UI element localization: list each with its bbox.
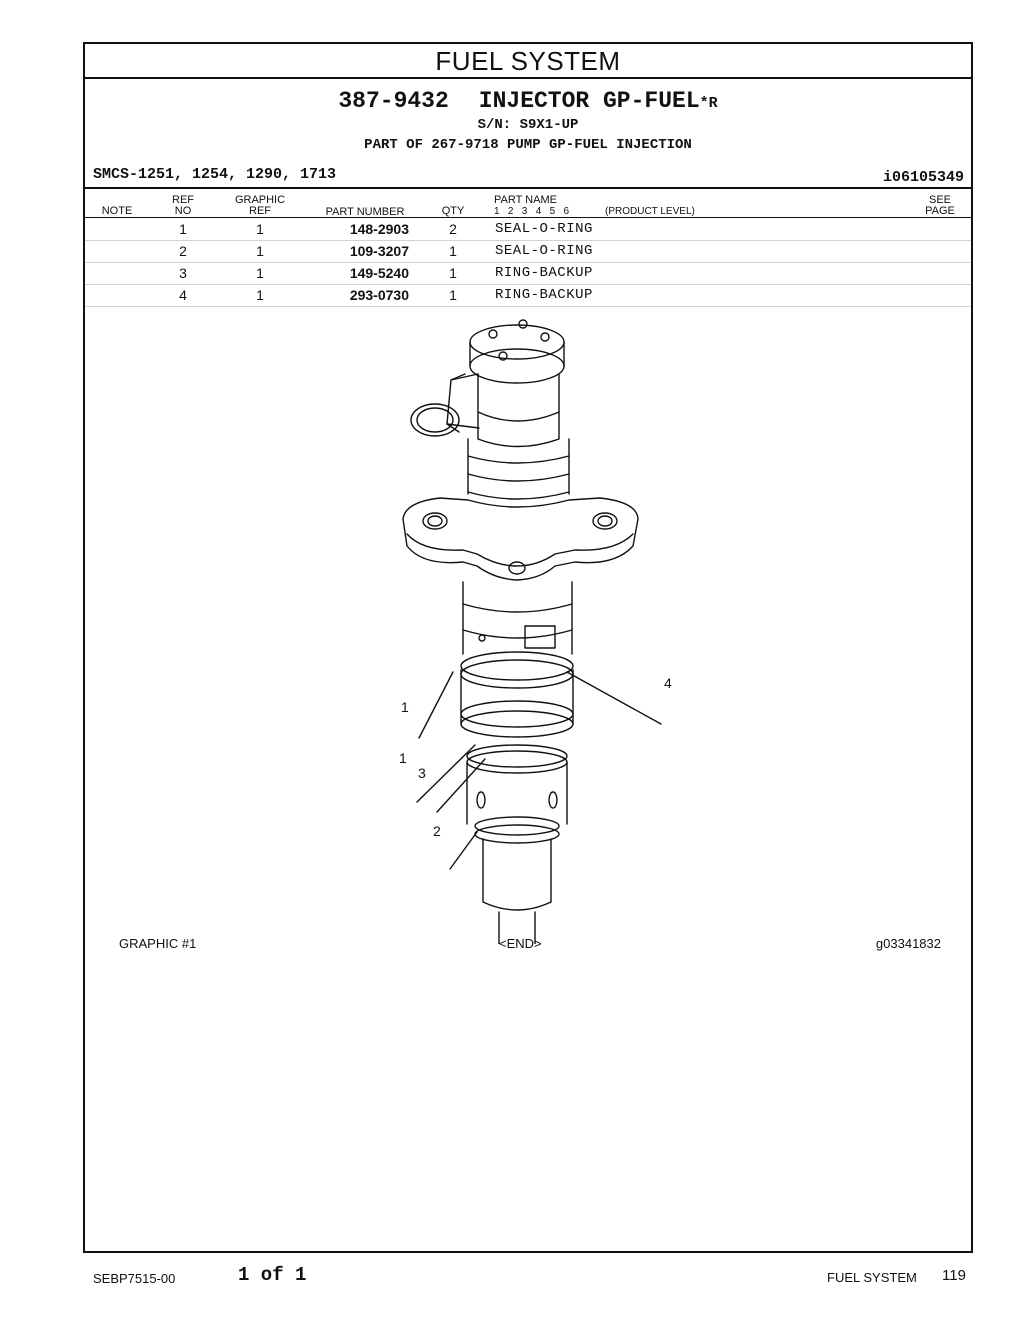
col-product-level: (PRODUCT LEVEL) (605, 206, 695, 217)
group-marker: *R (699, 95, 718, 112)
ref-number: 1 (179, 221, 187, 237)
callout-4: 4 (664, 675, 672, 691)
graphic-id: g03341832 (875, 936, 941, 951)
footer-document-number: SEBP7515-00 (93, 1271, 176, 1286)
graphic-ref: 1 (256, 265, 264, 281)
injector-illustration (85, 304, 975, 944)
callout-2: 2 (433, 823, 441, 839)
col-part-name: PART NAME (494, 194, 557, 206)
table-row (85, 240, 971, 263)
part-number[interactable]: 148-2903 (349, 221, 409, 237)
ref-number: 4 (179, 287, 187, 303)
smcs-codes: SMCS-1251, 1254, 1290, 1713 (93, 166, 337, 183)
col-graphic-bottom: REF (249, 205, 271, 217)
part-number[interactable]: 293-0730 (349, 287, 409, 303)
group-name: INJECTOR GP-FUEL (478, 88, 700, 114)
graphic-ref: 1 (256, 221, 264, 237)
col-see-bottom: PAGE (925, 205, 955, 217)
group-part-number: 387-9432 (338, 88, 449, 114)
part-name: RING-BACKUP (495, 287, 593, 303)
group-heading (85, 88, 971, 114)
section-title: FUEL SYSTEM (85, 44, 971, 79)
col-part-number: PART NUMBER (325, 206, 405, 218)
callout-1: 1 (401, 699, 409, 715)
col-levels: 1 2 3 4 5 6 (494, 206, 570, 217)
part-name: SEAL-O-RING (495, 221, 593, 237)
part-name: RING-BACKUP (495, 265, 593, 281)
col-see-top: SEE (928, 194, 951, 206)
col-graphic-top: GRAPHIC (234, 194, 286, 206)
part-number[interactable]: 149-5240 (349, 265, 409, 281)
footer-page-of: 1 of 1 (238, 1264, 307, 1286)
footer-page-number: 119 (942, 1267, 966, 1284)
table-row (85, 218, 971, 241)
ref-number: 3 (179, 265, 187, 281)
page-frame (83, 42, 973, 1253)
col-note: NOTE (101, 205, 133, 217)
header-rule (85, 187, 971, 189)
col-ref-bottom: NO (174, 205, 192, 217)
graphic-ref: 1 (256, 243, 264, 259)
quantity: 2 (449, 221, 457, 237)
graphic-label: GRAPHIC #1 (119, 936, 197, 951)
graphic-ref: 1 (256, 287, 264, 303)
end-marker: <END> (499, 936, 542, 951)
table-row (85, 262, 971, 285)
part-number[interactable]: 109-3207 (349, 243, 409, 259)
illustration-id: i06105349 (882, 169, 964, 186)
callout-1: 1 (399, 750, 407, 766)
quantity: 1 (449, 243, 457, 259)
ref-number: 2 (179, 243, 187, 259)
serial-range: S/N: S9X1-UP (477, 117, 579, 133)
part-of-line: PART OF 267-9718 PUMP GP-FUEL INJECTION (364, 137, 692, 153)
footer-section: FUEL SYSTEM (827, 1270, 917, 1285)
quantity: 1 (449, 287, 457, 303)
callout-3: 3 (418, 765, 426, 781)
col-qty: QTY (441, 205, 465, 217)
col-ref-top: REF (172, 194, 194, 206)
part-name: SEAL-O-RING (495, 243, 593, 259)
quantity: 1 (449, 265, 457, 281)
